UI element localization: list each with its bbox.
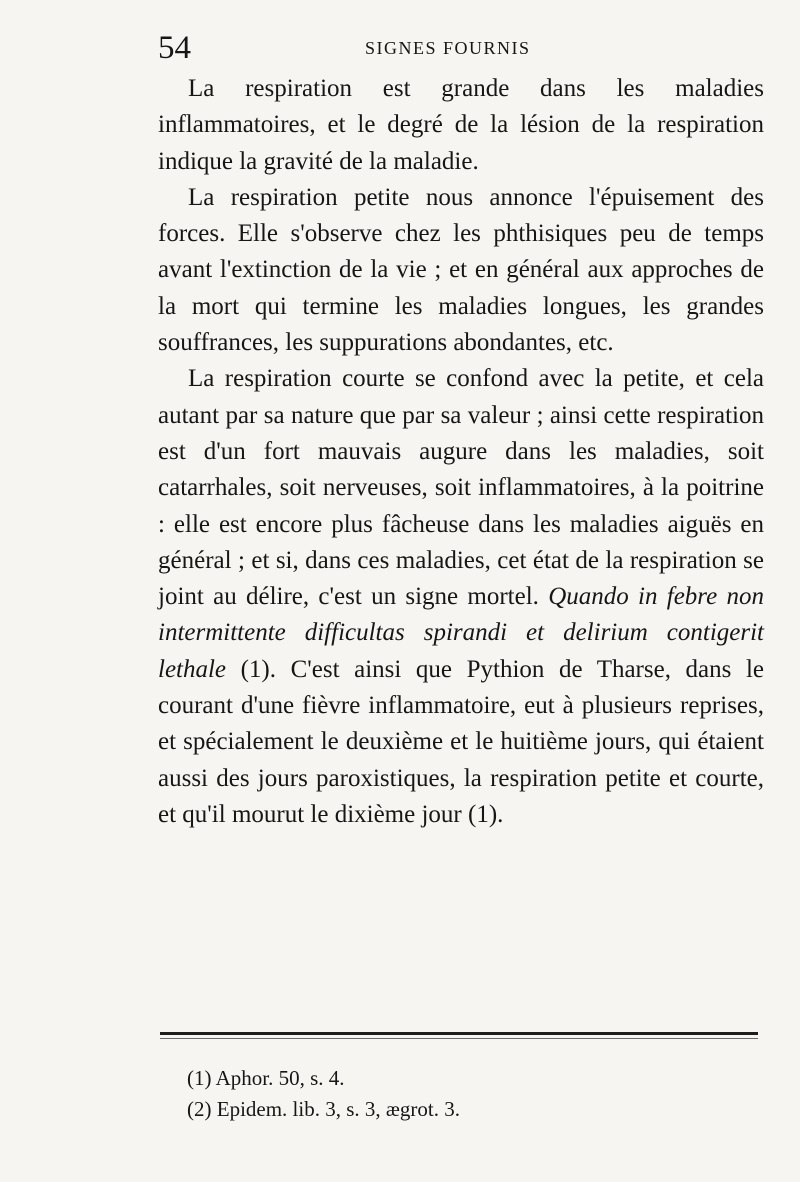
page-number: 54 bbox=[158, 30, 191, 66]
paragraph-2-text: La respiration petite nous annonce l'épuisement des forces. Elle s'observe chez les phthisiques peu de temps avant l'extinction de la vie ; et en général aux approches de la mort qui termine les maladies longues, les grandes souffrances, les suppurations abondantes, etc. bbox=[158, 183, 764, 357]
paragraph-3-text-after: (1). C'est ainsi que Pythion de Tharse, dans le courant d'une fièvre inflammatoire, eut à plusieurs reprises, et spécialement le deuxième et le huitième jours, qui étaient aussi des jours paroxistiques, la respiration petite et courte, et qu'il mourut le dixième jour (1). bbox=[158, 655, 764, 828]
footnote-rule bbox=[160, 1032, 758, 1035]
footnote-1: (1) Aphor. 50, s. 4. bbox=[187, 1066, 345, 1090]
paragraph-1-text: La respiration est grande dans les maladies inflammatoires, et le degré de la lésion de la respiration indique la gravité de la maladie. bbox=[158, 75, 764, 175]
footnote-2: (2) Epidem. lib. 3, s. 3, ægrot. 3. bbox=[187, 1097, 460, 1121]
paragraph-2 bbox=[158, 180, 764, 361]
running-title: SIGNES FOURNIS bbox=[365, 38, 531, 58]
footnotes bbox=[187, 1063, 747, 1125]
page-header bbox=[158, 28, 768, 68]
latin-quotation: Quando in febre non intermittente difficultas spirandi et delirium contigerit lethale bbox=[158, 583, 764, 683]
main-text bbox=[158, 71, 764, 833]
paragraph-1 bbox=[158, 71, 764, 180]
footnote-rule-thin bbox=[160, 1038, 758, 1039]
paragraph-3 bbox=[158, 361, 764, 833]
paragraph-3-text-before: La respiration courte se confond avec la petite, et cela autant par sa nature que par sa valeur ; ainsi cette respiration est d'un fort mauvais augure dans les maladies, soit catarrhales, soit nerveuses, soit inflammatoires, à la poitrine : elle est encore plus fâcheuse dans les maladies aiguës en général ; et si, dans ces maladies, cet état de la respiration se joint au délire, c'est un signe mortel. bbox=[158, 365, 764, 611]
